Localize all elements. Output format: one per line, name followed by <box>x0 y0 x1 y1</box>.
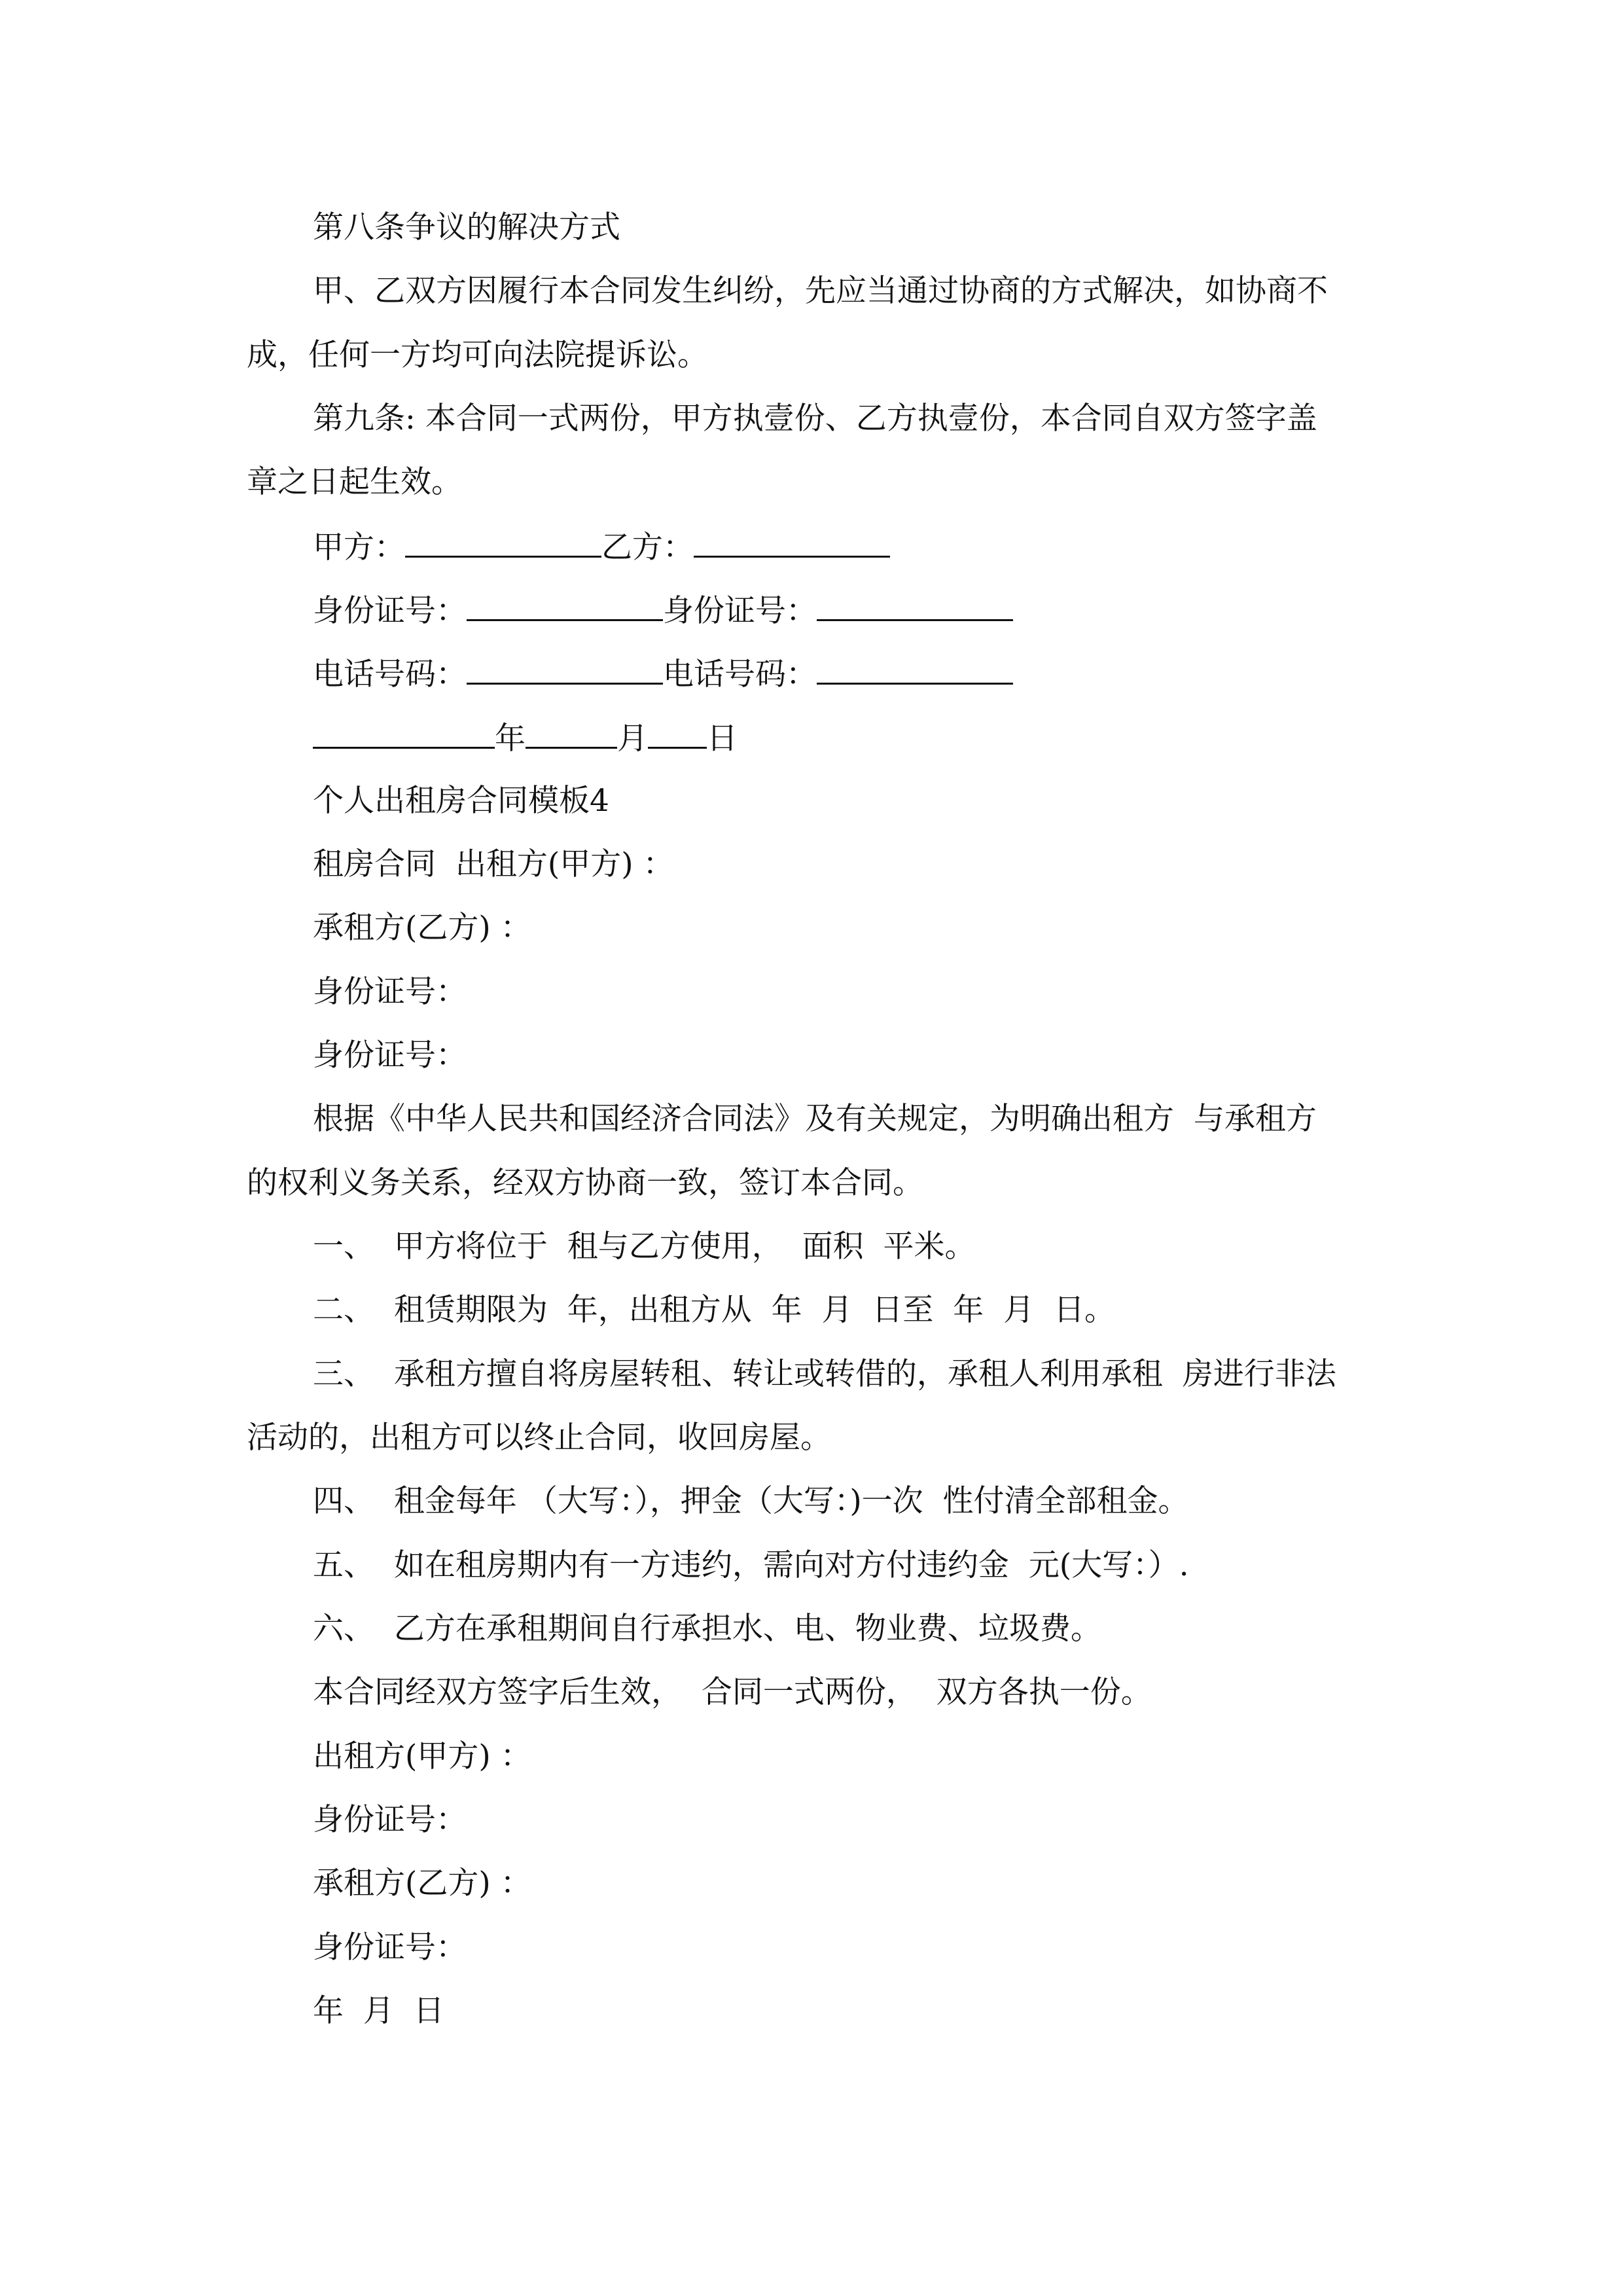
day-blank <box>648 718 707 749</box>
clause-1: 一、 甲方将位于 租与乙方使用， 面积 平米。 <box>313 1229 976 1265</box>
id-a-blank <box>467 590 663 621</box>
phone-b-label: 电话号码： <box>663 656 817 692</box>
party-b-label: 乙方： <box>601 529 694 565</box>
signature-party-row <box>313 527 890 566</box>
article8-paragraph-line1: 甲、乙双方因履行本合同发生纠纷，先应当通过协商的方式解决，如协商不 <box>313 273 1328 309</box>
phone-a-blank <box>467 654 663 685</box>
month-label: 月 <box>617 721 648 757</box>
template4-heading: 个人出租房合同模板4 <box>313 783 609 819</box>
id-b-blank <box>817 590 1013 621</box>
clause-2: 二、 租赁期限为 年，出租方从 年 月 日至 年 月 日。 <box>313 1292 1116 1328</box>
year-blank <box>313 718 495 749</box>
signature-id-row <box>313 590 1013 630</box>
day-label: 日 <box>707 721 738 757</box>
clause-5: 五、 如在租房期内有一方违约，需向对方付违约金 元(大写：）. <box>313 1547 1189 1583</box>
party-b-blank <box>694 527 890 558</box>
lessor-line: 租房合同 出租方(甲方) ： <box>313 846 674 882</box>
sign-lessee: 承租方(乙方) ： <box>313 1865 531 1901</box>
article8-title: 第八条争议的解决方式 <box>313 209 620 245</box>
article8-paragraph-line2: 成，任何一方均可向法院提诉讼。 <box>247 337 708 373</box>
sign-date: 年 月 日 <box>313 1993 444 2029</box>
intro-line1: 根据《中华人民共和国经济合同法》及有关规定，为明确出租方 与承租方 <box>313 1101 1317 1137</box>
id-line-1: 身份证号： <box>313 974 467 1010</box>
closing-line: 本合同经双方签字后生效， 合同一式两份， 双方各执一份。 <box>313 1674 1152 1710</box>
clause-4: 四、 租金每年 （大写：），押金（大写：)一次 性付清全部租金。 <box>313 1483 1189 1519</box>
party-a-label: 甲方： <box>313 529 405 565</box>
id-b-label: 身份证号： <box>663 593 817 629</box>
clause-3-line2: 活动的，出租方可以终止合同，收回房屋。 <box>247 1420 831 1456</box>
sign-lessor: 出租方(甲方) ： <box>313 1738 531 1774</box>
article9-paragraph-line1: 第九条: 本合同一式两份，甲方执壹份、乙方执壹份，本合同自双方签字盖 <box>313 401 1317 437</box>
intro-line2: 的权利义务关系，经双方协商一致，签订本合同。 <box>247 1165 923 1201</box>
signature-date-row <box>313 718 738 757</box>
party-a-blank <box>405 527 601 558</box>
id-line-2: 身份证号： <box>313 1037 467 1073</box>
signature-phone-row <box>313 654 1013 693</box>
phone-a-label: 电话号码： <box>313 656 467 692</box>
sign-lessee-id: 身份证号： <box>313 1929 467 1965</box>
clause-6: 六、 乙方在承租期间自行承担水、电、物业费、垃圾费。 <box>313 1611 1101 1647</box>
clause-3-line1: 三、 承租方擅自将房屋转租、转让或转借的，承租人利用承租 房进行非法 <box>313 1356 1336 1392</box>
article9-paragraph-line2: 章之日起生效。 <box>247 464 462 500</box>
id-a-label: 身份证号： <box>313 593 467 629</box>
year-label: 年 <box>495 721 526 757</box>
sign-lessor-id: 身份证号： <box>313 1802 467 1838</box>
lessee-line: 承租方(乙方) ： <box>313 910 531 946</box>
phone-b-blank <box>817 654 1013 685</box>
month-blank <box>526 718 617 749</box>
